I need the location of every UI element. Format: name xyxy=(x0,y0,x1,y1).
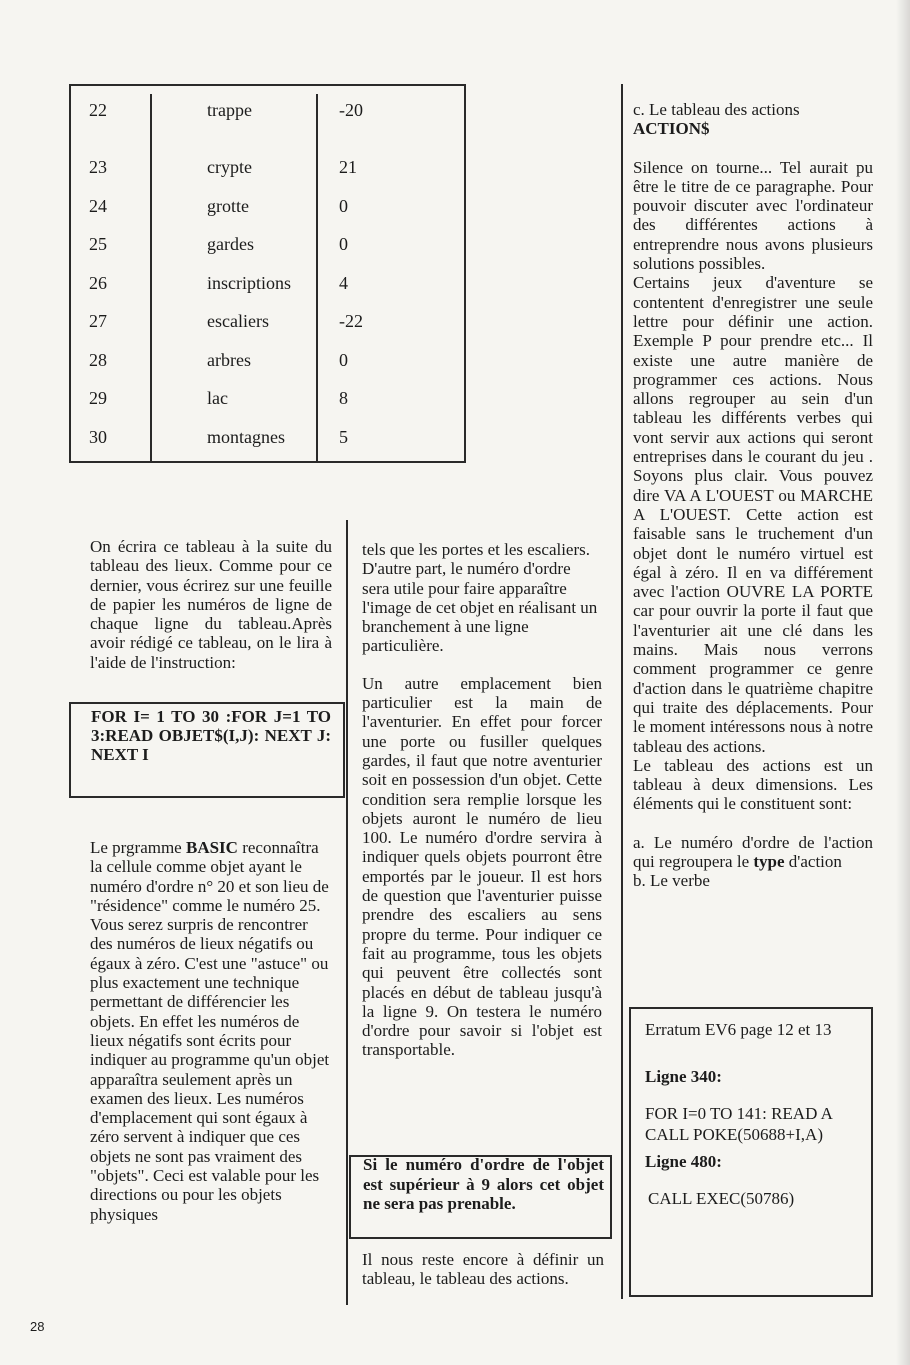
row-number: 30 xyxy=(89,427,107,447)
table-row xyxy=(71,345,464,375)
right-column xyxy=(633,100,873,891)
right-paragraph-2: Certains jeux d'aventure se contentent d'enregistrer une seule lettre pour définir une action. Exemple P pour prendre etc... Il existe une autre manière de programmer ces actions. Nous allons regrouper au sein d'un tableau les différents verbes qui vont servir aux actions qui seront entreprises dans le courant du jeu . Soyons plus clair. Vous pouvez dire VA A L'OUEST ou MARCHE A L'OUEST. Cette action est faisable sans le truchement d'un objet dont le numéro virtuel est égal à zéro. Il en va différement avec l'action OUVRE LA PORTE car pour ouvrir la porte il faut que l'aventurier ait une clé dans les mains. Mais nous verrons comment programmer ce genre d'action dans le quatrième chapitre qui traite des déplacements. Pour le moment intéressons nous à notre tableau des actions. xyxy=(633,273,873,756)
location-value: 8 xyxy=(339,388,348,408)
table-row xyxy=(71,422,464,452)
object-name: montagnes xyxy=(207,427,285,447)
erratum-code-2: CALL EXEC(50786) xyxy=(648,1189,795,1208)
page-number: 28 xyxy=(30,1319,45,1334)
middle-paragraph-2: Un autre emplacement bien particulier est la main de l'aventurier. En effet pour forcer une porte ou fusiller quelques gardes, il faut que notre aventurier soit en possession d'un objet. Cette condition sera remplie lorsque les objets auront le numéro de lieu 100. Le numéro d'ordre servira à indiquer quels objets pourront être emportés par le joueur. Il est hors de question que l'aventurier puisse prendre des escaliers au sens propre du terme. Pour indiquer ce fait au programme, tous les objets qui peuvent être collectés sont placés en début de tableau jusqu'à la ligne 9. On testera le numéro d'ordre pour savoir si l'objet est transportable. xyxy=(362,673,602,1060)
row-number: 26 xyxy=(89,273,107,293)
object-name: trappe xyxy=(207,100,252,120)
column-divider-left xyxy=(346,520,348,1305)
table-row xyxy=(71,306,464,336)
right-paragraph-3: Le tableau des actions est un tableau à deux dimensions. Les éléments qui le constituent sont: xyxy=(633,755,873,814)
note-text: Si le numéro d'ordre de l'objet est supérieur à 9 alors cet objet ne sera pas prenable. xyxy=(363,1155,604,1213)
location-value: -22 xyxy=(339,311,363,331)
middle-column xyxy=(362,540,602,1060)
object-name: gardes xyxy=(207,234,254,254)
location-value: 0 xyxy=(339,350,348,370)
erratum-label-2: Ligne 480: xyxy=(645,1152,722,1171)
erratum-title: Erratum EV6 page 12 et 13 xyxy=(645,1020,832,1039)
table-row xyxy=(71,268,464,298)
erratum-box xyxy=(629,1007,873,1297)
location-value: 4 xyxy=(339,273,348,293)
table-row xyxy=(71,191,464,221)
row-number: 29 xyxy=(89,388,107,408)
row-number: 25 xyxy=(89,234,107,254)
page-edge-shadow xyxy=(896,0,910,1365)
object-name: grotte xyxy=(207,196,249,216)
middle-paragraph-3: Il nous reste encore à définir un tableau, le tableau des actions. xyxy=(362,1250,604,1289)
row-number: 23 xyxy=(89,157,107,177)
table-row xyxy=(71,95,464,125)
section-heading-text: c. Le tableau des actions xyxy=(633,100,800,119)
row-number: 28 xyxy=(89,350,107,370)
section-heading xyxy=(633,100,873,139)
column-divider-right xyxy=(621,84,623,1299)
row-number: 22 xyxy=(89,100,107,120)
object-name: crypte xyxy=(207,157,252,177)
erratum-code-1: FOR I=0 TO 141: READ A CALL POKE(50688+I,A) xyxy=(645,1104,833,1144)
object-name: escaliers xyxy=(207,311,269,331)
list-item-b: b. Le verbe xyxy=(633,871,710,891)
location-value: 0 xyxy=(339,196,348,216)
row-number: 27 xyxy=(89,311,107,331)
note-box xyxy=(349,1155,612,1239)
objects-table xyxy=(69,84,466,463)
object-name: inscriptions xyxy=(207,273,291,293)
basic-keyword: BASIC xyxy=(185,838,238,857)
object-name: arbres xyxy=(207,350,251,370)
middle-column-end xyxy=(362,1250,604,1289)
right-paragraph-1: Silence on tourne... Tel aurait pu être le titre de ce paragraphe. Pour pouvoir discuter avec l'ordinateur des différentes actions à entreprendre nous avons plusieurs solutions possibles. xyxy=(633,157,873,274)
section-heading-bold: ACTION$ xyxy=(633,119,710,139)
table-row xyxy=(71,383,464,413)
left-column-intro xyxy=(90,537,332,672)
list-item-a-bold: type xyxy=(753,851,785,871)
basic-paragraph-start: Le prgramme xyxy=(90,838,186,857)
intro-paragraph: On écrira ce tableau à la suite du tableau des lieux. Comme pour ce dernier, vous écrirez sur une feuille de papier les numéros de ligne de chaque ligne du tableau.Après avoir rédigé ce tableau, on le lira à l'aide de l'instruction: xyxy=(90,537,332,672)
middle-paragraph-1: tels que les portes et les escaliers. D'autre part, le numéro d'ordre sera utile pour faire apparaître l'image de cet objet en réalisant un branchement à une ligne particulière. xyxy=(362,540,598,656)
basic-code-box xyxy=(69,702,345,798)
location-value: -20 xyxy=(339,100,363,120)
erratum-label-1: Ligne 340: xyxy=(645,1067,722,1086)
list-item-a-end: d'action xyxy=(784,851,842,871)
table-row xyxy=(71,229,464,259)
location-value: 0 xyxy=(339,234,348,254)
row-number: 24 xyxy=(89,196,107,216)
list-item-a xyxy=(633,833,873,872)
table-row xyxy=(71,152,464,182)
object-name: lac xyxy=(207,388,228,408)
basic-paragraph xyxy=(90,838,332,1224)
basic-paragraph-rest: reconnaîtra la cellule comme objet ayant le numéro d'ordre n° 20 et son lieu de "résidence" comme le numéro 25. Vous serez surpris de rencontrer des numéros de lieux négatifs ou égaux à zéro. C'est une "astuce" ou plus exactement une technique permettant de différencier les objets. En effet les numéros de lieux négatifs sont écrits pour indiquer au programme qu'un objet apparaîtra seulement après un examen des lieux. Les numéros d'emplacement qui sont égaux à zéro servent à indiquer que ces objets ne sont pas vraiment des "objets". Ceci est valable pour les directions ou pour les objets physiques xyxy=(90,838,330,1224)
left-column-body xyxy=(90,838,332,1224)
location-value: 5 xyxy=(339,427,348,447)
location-value: 21 xyxy=(339,157,357,177)
basic-code: FOR I= 1 TO 30 :FOR J=1 TO 3:READ OBJET$(I,J): NEXT J: NEXT I xyxy=(91,707,331,764)
list-item-a-start: a. Le numéro d'ordre de l'action qui regroupera le xyxy=(633,832,873,871)
